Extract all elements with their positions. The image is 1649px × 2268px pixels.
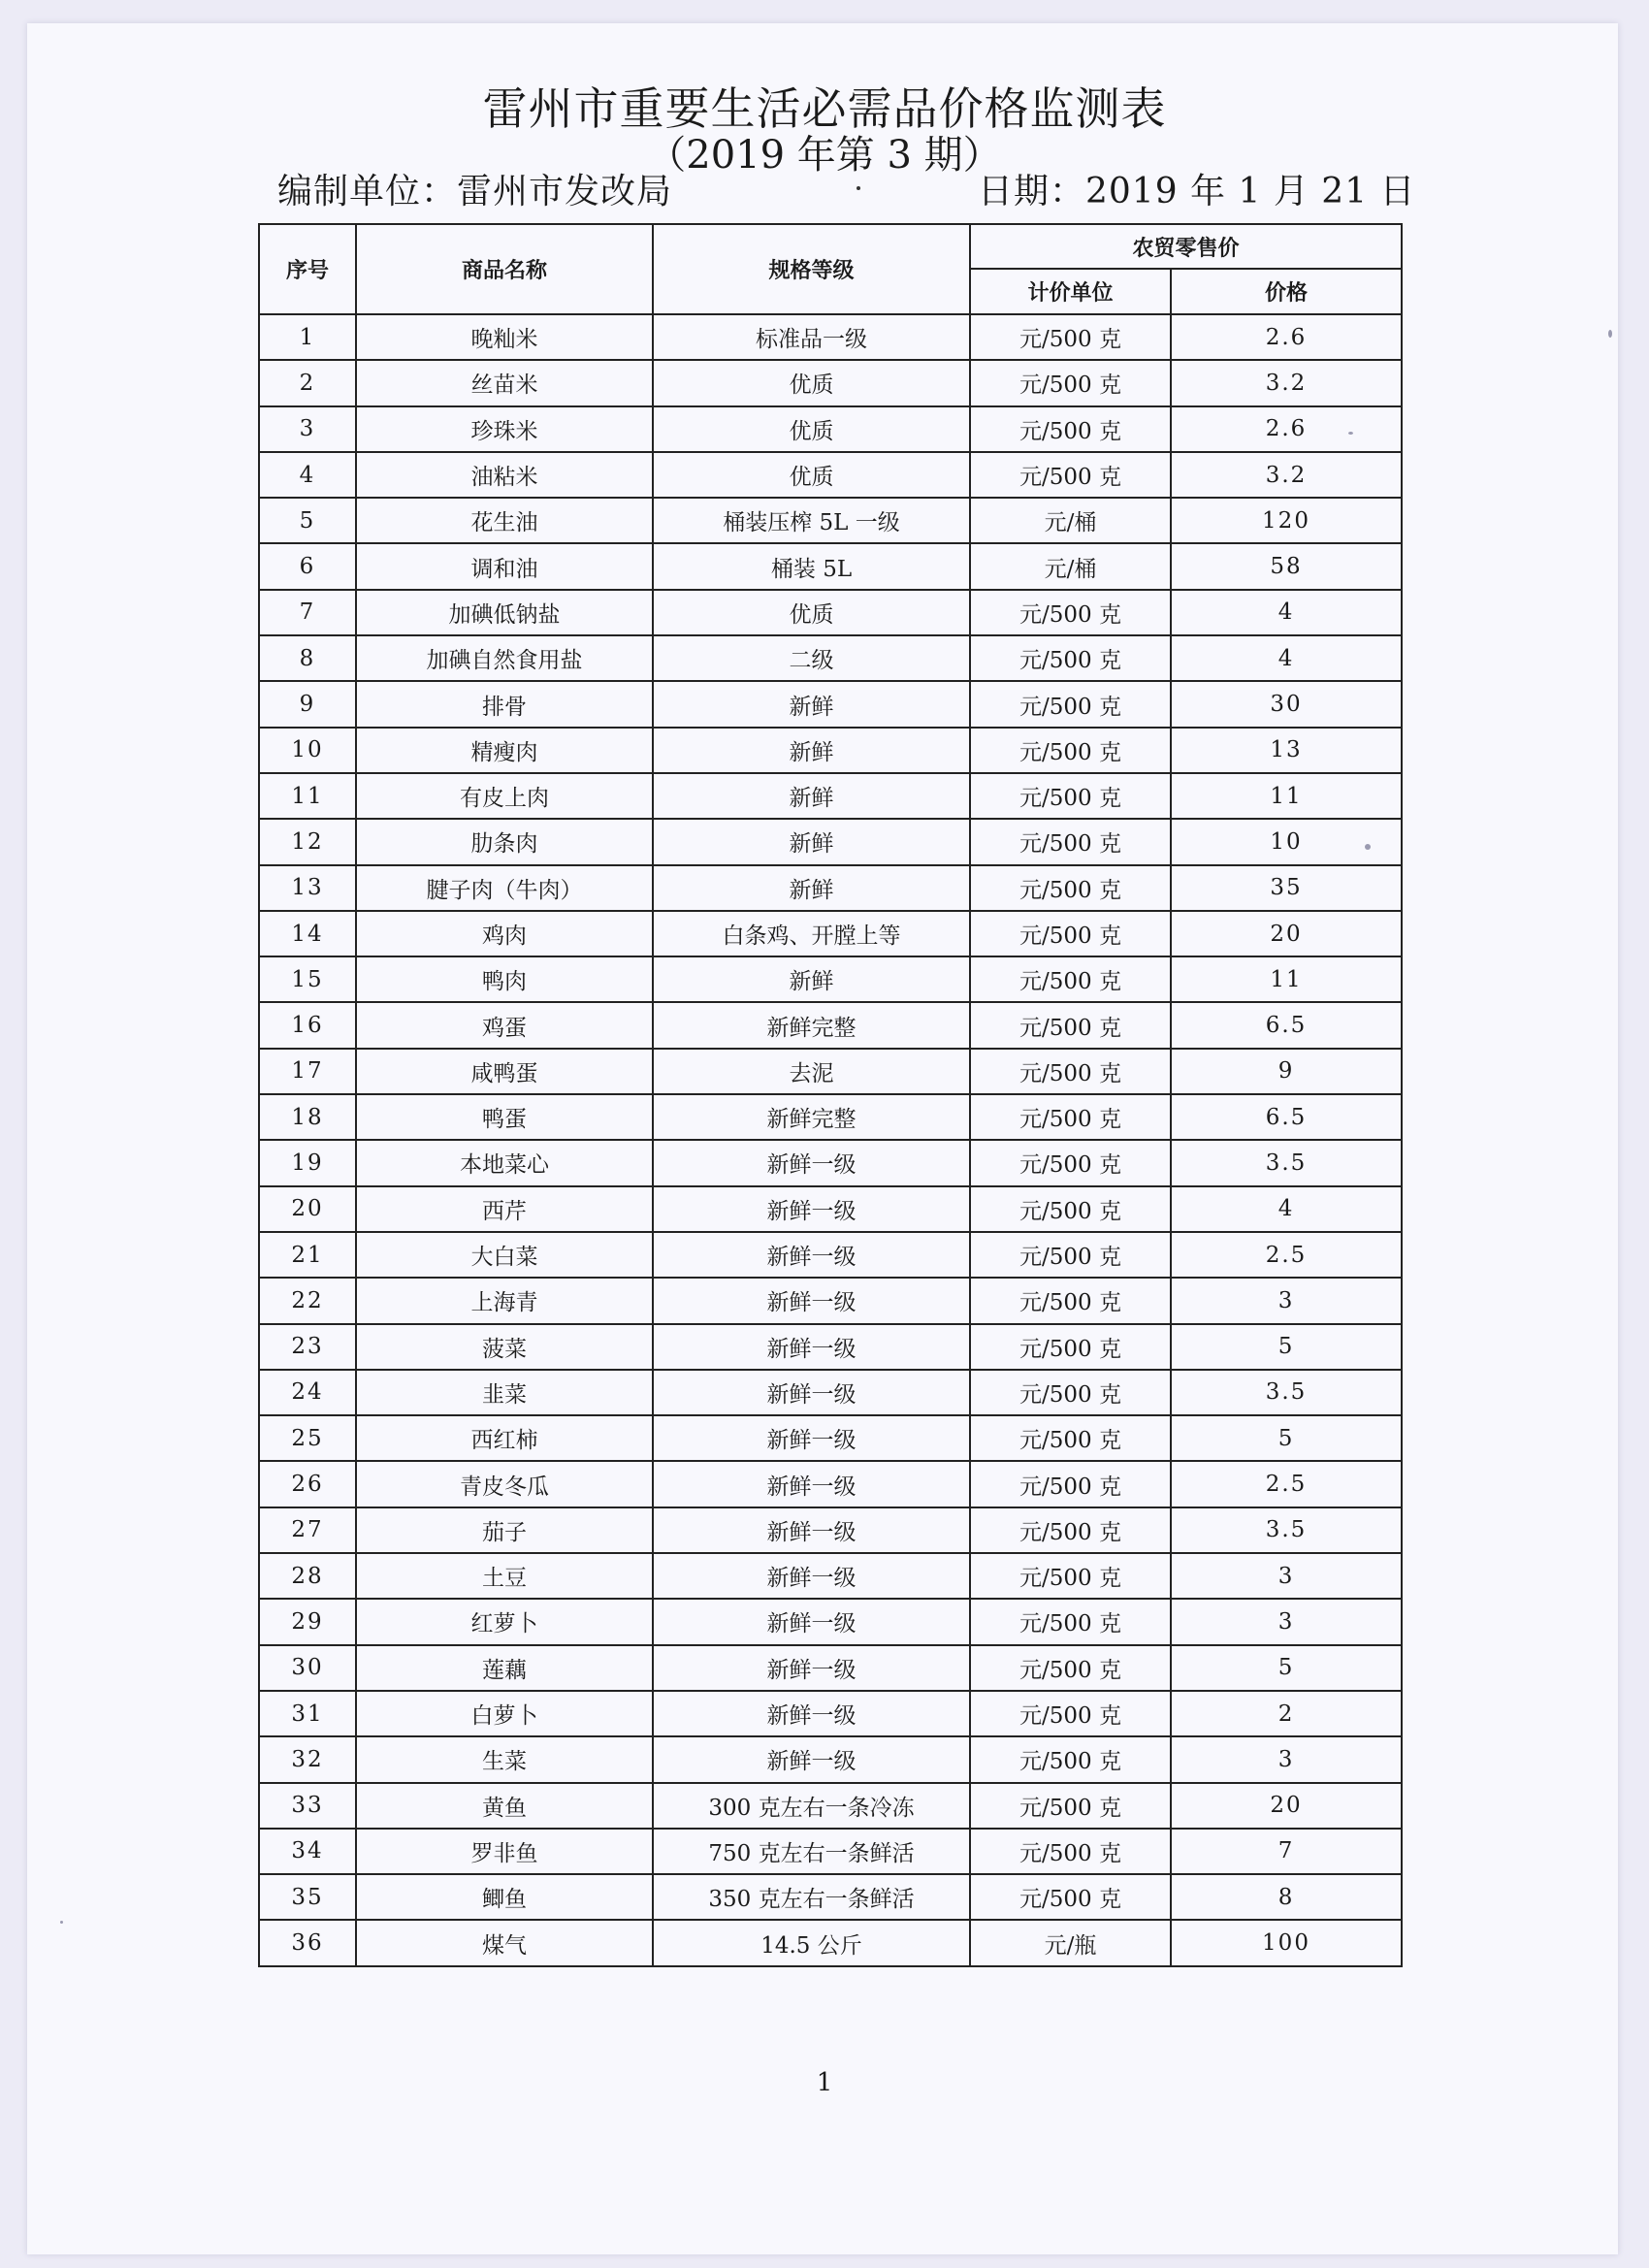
price-unit: 元/500 克 bbox=[970, 1599, 1171, 1644]
scan-speck bbox=[1348, 432, 1353, 435]
price-unit: 元/500 克 bbox=[970, 681, 1171, 727]
product-spec: 新鲜一级 bbox=[653, 1415, 970, 1461]
price-unit: 元/500 克 bbox=[970, 590, 1171, 635]
product-spec: 新鲜完整 bbox=[653, 1002, 970, 1048]
row-index: 33 bbox=[259, 1783, 356, 1829]
table-row bbox=[259, 1278, 1402, 1323]
price-unit: 元/500 克 bbox=[970, 1232, 1171, 1278]
table-row bbox=[259, 1415, 1402, 1461]
product-name: 黄鱼 bbox=[356, 1783, 653, 1829]
product-name: 鸭蛋 bbox=[356, 1094, 653, 1140]
product-spec: 新鲜一级 bbox=[653, 1186, 970, 1232]
product-name: 鲫鱼 bbox=[356, 1874, 653, 1920]
row-index: 3 bbox=[259, 406, 356, 452]
product-spec: 标准品一级 bbox=[653, 314, 970, 360]
table-row bbox=[259, 1461, 1402, 1507]
price-value: 11 bbox=[1171, 956, 1402, 1002]
table-row bbox=[259, 1186, 1402, 1232]
price-unit: 元/瓶 bbox=[970, 1920, 1171, 1965]
header-retail-group: 农贸零售价 bbox=[970, 224, 1402, 269]
page-number: 1 bbox=[816, 2068, 833, 2097]
product-spec: 新鲜一级 bbox=[653, 1140, 970, 1185]
row-index: 14 bbox=[259, 911, 356, 956]
table-row bbox=[259, 1691, 1402, 1736]
product-name: 红萝卜 bbox=[356, 1599, 653, 1644]
product-spec: 二级 bbox=[653, 635, 970, 681]
row-index: 1 bbox=[259, 314, 356, 360]
row-index: 27 bbox=[259, 1507, 356, 1553]
price-value: 3 bbox=[1171, 1599, 1402, 1644]
product-spec: 新鲜 bbox=[653, 819, 970, 864]
price-unit: 元/500 克 bbox=[970, 1002, 1171, 1048]
price-unit: 元/500 克 bbox=[970, 1507, 1171, 1553]
price-unit: 元/桶 bbox=[970, 498, 1171, 543]
price-unit: 元/500 克 bbox=[970, 956, 1171, 1002]
product-spec: 750 克左右一条鲜活 bbox=[653, 1829, 970, 1874]
product-name: 白萝卜 bbox=[356, 1691, 653, 1736]
price-unit: 元/500 克 bbox=[970, 1049, 1171, 1094]
price-unit: 元/500 克 bbox=[970, 1094, 1171, 1140]
table-body bbox=[259, 314, 1402, 1966]
header-unit: 计价单位 bbox=[970, 269, 1171, 314]
table-row bbox=[259, 773, 1402, 819]
price-unit: 元/500 克 bbox=[970, 1829, 1171, 1874]
row-index: 36 bbox=[259, 1920, 356, 1965]
price-value: 30 bbox=[1171, 681, 1402, 727]
product-spec: 新鲜 bbox=[653, 865, 970, 911]
table-row bbox=[259, 590, 1402, 635]
product-spec: 优质 bbox=[653, 360, 970, 405]
product-name: 鸡肉 bbox=[356, 911, 653, 956]
row-index: 32 bbox=[259, 1736, 356, 1782]
price-unit: 元/500 克 bbox=[970, 1461, 1171, 1507]
product-name: 肋条肉 bbox=[356, 819, 653, 864]
price-value: 3 bbox=[1171, 1736, 1402, 1782]
price-value: 35 bbox=[1171, 865, 1402, 911]
price-unit: 元/桶 bbox=[970, 543, 1171, 589]
price-value: 2.6 bbox=[1171, 406, 1402, 452]
price-value: 5 bbox=[1171, 1645, 1402, 1691]
price-unit: 元/500 克 bbox=[970, 728, 1171, 773]
product-name: 本地菜心 bbox=[356, 1140, 653, 1185]
scan-speck bbox=[60, 1921, 63, 1924]
product-spec: 新鲜一级 bbox=[653, 1736, 970, 1782]
product-spec: 新鲜 bbox=[653, 773, 970, 819]
price-unit: 元/500 克 bbox=[970, 1186, 1171, 1232]
document-title: 雷州市重要生活必需品价格监测表 bbox=[482, 82, 1167, 135]
table-row bbox=[259, 1645, 1402, 1691]
price-table bbox=[258, 223, 1403, 1967]
product-spec: 350 克左右一条鲜活 bbox=[653, 1874, 970, 1920]
row-index: 20 bbox=[259, 1186, 356, 1232]
row-index: 12 bbox=[259, 819, 356, 864]
table-row bbox=[259, 819, 1402, 864]
product-spec: 新鲜一级 bbox=[653, 1645, 970, 1691]
price-value: 2 bbox=[1171, 1691, 1402, 1736]
scan-speck bbox=[857, 186, 860, 190]
price-unit: 元/500 克 bbox=[970, 1324, 1171, 1370]
price-value: 120 bbox=[1171, 498, 1402, 543]
price-unit: 元/500 克 bbox=[970, 819, 1171, 864]
product-spec: 14.5 公斤 bbox=[653, 1920, 970, 1965]
product-name: 菠菜 bbox=[356, 1324, 653, 1370]
row-index: 7 bbox=[259, 590, 356, 635]
table-row bbox=[259, 1736, 1402, 1782]
price-value: 100 bbox=[1171, 1920, 1402, 1965]
price-value: 11 bbox=[1171, 773, 1402, 819]
product-name: 上海青 bbox=[356, 1278, 653, 1323]
product-name: 珍珠米 bbox=[356, 406, 653, 452]
product-name: 韭菜 bbox=[356, 1370, 653, 1415]
price-value: 4 bbox=[1171, 635, 1402, 681]
price-value: 58 bbox=[1171, 543, 1402, 589]
price-value: 20 bbox=[1171, 1783, 1402, 1829]
price-value: 3 bbox=[1171, 1278, 1402, 1323]
row-index: 16 bbox=[259, 1002, 356, 1048]
row-index: 5 bbox=[259, 498, 356, 543]
issue-number: （2019 年第 3 期） bbox=[647, 133, 1002, 178]
table-row bbox=[259, 865, 1402, 911]
product-spec: 新鲜 bbox=[653, 681, 970, 727]
product-name: 莲藕 bbox=[356, 1645, 653, 1691]
price-value: 10 bbox=[1171, 819, 1402, 864]
product-spec: 新鲜一级 bbox=[653, 1599, 970, 1644]
table-row bbox=[259, 1553, 1402, 1599]
row-index: 26 bbox=[259, 1461, 356, 1507]
row-index: 21 bbox=[259, 1232, 356, 1278]
product-name: 腱子肉（牛肉） bbox=[356, 865, 653, 911]
product-name: 罗非鱼 bbox=[356, 1829, 653, 1874]
product-name: 西红柿 bbox=[356, 1415, 653, 1461]
price-unit: 元/500 克 bbox=[970, 406, 1171, 452]
table-row bbox=[259, 1920, 1402, 1965]
product-spec: 新鲜 bbox=[653, 728, 970, 773]
row-index: 28 bbox=[259, 1553, 356, 1599]
product-spec: 新鲜一级 bbox=[653, 1507, 970, 1553]
product-spec: 白条鸡、开膛上等 bbox=[653, 911, 970, 956]
table-row bbox=[259, 1094, 1402, 1140]
product-name: 大白菜 bbox=[356, 1232, 653, 1278]
price-unit: 元/500 克 bbox=[970, 1370, 1171, 1415]
product-spec: 桶装压榨 5L 一级 bbox=[653, 498, 970, 543]
product-name: 有皮上肉 bbox=[356, 773, 653, 819]
product-spec: 新鲜一级 bbox=[653, 1461, 970, 1507]
row-index: 18 bbox=[259, 1094, 356, 1140]
row-index: 9 bbox=[259, 681, 356, 727]
row-index: 29 bbox=[259, 1599, 356, 1644]
table-row bbox=[259, 543, 1402, 589]
header-name: 商品名称 bbox=[356, 224, 653, 314]
price-unit: 元/500 克 bbox=[970, 1140, 1171, 1185]
product-name: 花生油 bbox=[356, 498, 653, 543]
table-row bbox=[259, 1324, 1402, 1370]
table-row bbox=[259, 1370, 1402, 1415]
price-unit: 元/500 克 bbox=[970, 314, 1171, 360]
price-unit: 元/500 克 bbox=[970, 1736, 1171, 1782]
table-row bbox=[259, 314, 1402, 360]
row-index: 17 bbox=[259, 1049, 356, 1094]
table-row bbox=[259, 911, 1402, 956]
price-value: 6.5 bbox=[1171, 1002, 1402, 1048]
product-spec: 新鲜 bbox=[653, 956, 970, 1002]
price-unit: 元/500 克 bbox=[970, 911, 1171, 956]
row-index: 6 bbox=[259, 543, 356, 589]
product-name: 生菜 bbox=[356, 1736, 653, 1782]
row-index: 15 bbox=[259, 956, 356, 1002]
product-spec: 新鲜一级 bbox=[653, 1370, 970, 1415]
header-index: 序号 bbox=[259, 224, 356, 314]
price-unit: 元/500 克 bbox=[970, 1553, 1171, 1599]
price-unit: 元/500 克 bbox=[970, 1278, 1171, 1323]
table-row bbox=[259, 1232, 1402, 1278]
table-row bbox=[259, 956, 1402, 1002]
product-name: 排骨 bbox=[356, 681, 653, 727]
product-name: 加碘自然食用盐 bbox=[356, 635, 653, 681]
table-row bbox=[259, 1507, 1402, 1553]
product-spec: 新鲜一级 bbox=[653, 1691, 970, 1736]
table-row bbox=[259, 1049, 1402, 1094]
product-name: 油粘米 bbox=[356, 452, 653, 498]
product-spec: 优质 bbox=[653, 590, 970, 635]
product-spec: 新鲜一级 bbox=[653, 1278, 970, 1323]
price-value: 8 bbox=[1171, 1874, 1402, 1920]
row-index: 11 bbox=[259, 773, 356, 819]
product-name: 咸鸭蛋 bbox=[356, 1049, 653, 1094]
price-value: 3.5 bbox=[1171, 1507, 1402, 1553]
table-row bbox=[259, 635, 1402, 681]
scan-speck bbox=[1608, 330, 1612, 338]
product-name: 鸭肉 bbox=[356, 956, 653, 1002]
row-index: 30 bbox=[259, 1645, 356, 1691]
product-name: 晚籼米 bbox=[356, 314, 653, 360]
price-value: 4 bbox=[1171, 1186, 1402, 1232]
price-value: 20 bbox=[1171, 911, 1402, 956]
price-unit: 元/500 克 bbox=[970, 360, 1171, 405]
header-spec: 规格等级 bbox=[653, 224, 970, 314]
price-unit: 元/500 克 bbox=[970, 1415, 1171, 1461]
price-unit: 元/500 克 bbox=[970, 1874, 1171, 1920]
price-value: 5 bbox=[1171, 1324, 1402, 1370]
table-row bbox=[259, 728, 1402, 773]
table-row bbox=[259, 1829, 1402, 1874]
product-name: 茄子 bbox=[356, 1507, 653, 1553]
price-value: 2.5 bbox=[1171, 1232, 1402, 1278]
row-index: 10 bbox=[259, 728, 356, 773]
row-index: 31 bbox=[259, 1691, 356, 1736]
row-index: 24 bbox=[259, 1370, 356, 1415]
price-unit: 元/500 克 bbox=[970, 1783, 1171, 1829]
price-value: 3.2 bbox=[1171, 360, 1402, 405]
table-row bbox=[259, 406, 1402, 452]
product-name: 精瘦肉 bbox=[356, 728, 653, 773]
row-index: 35 bbox=[259, 1874, 356, 1920]
product-spec: 新鲜一级 bbox=[653, 1324, 970, 1370]
document-date: 日期：2019 年 1 月 21 日 bbox=[978, 172, 1416, 211]
price-value: 3.2 bbox=[1171, 452, 1402, 498]
price-unit: 元/500 克 bbox=[970, 635, 1171, 681]
price-value: 3.5 bbox=[1171, 1140, 1402, 1185]
price-value: 5 bbox=[1171, 1415, 1402, 1461]
table-row bbox=[259, 1783, 1402, 1829]
product-name: 西芹 bbox=[356, 1186, 653, 1232]
table-row bbox=[259, 1599, 1402, 1644]
row-index: 23 bbox=[259, 1324, 356, 1370]
row-index: 2 bbox=[259, 360, 356, 405]
price-value: 6.5 bbox=[1171, 1094, 1402, 1140]
row-index: 25 bbox=[259, 1415, 356, 1461]
product-name: 鸡蛋 bbox=[356, 1002, 653, 1048]
product-name: 土豆 bbox=[356, 1553, 653, 1599]
row-index: 22 bbox=[259, 1278, 356, 1323]
price-value: 2.6 bbox=[1171, 314, 1402, 360]
price-unit: 元/500 克 bbox=[970, 1691, 1171, 1736]
price-value: 2.5 bbox=[1171, 1461, 1402, 1507]
table-row bbox=[259, 1140, 1402, 1185]
price-value: 7 bbox=[1171, 1829, 1402, 1874]
row-index: 8 bbox=[259, 635, 356, 681]
price-value: 3 bbox=[1171, 1553, 1402, 1599]
price-value: 3.5 bbox=[1171, 1370, 1402, 1415]
product-spec: 去泥 bbox=[653, 1049, 970, 1094]
compiler-unit: 编制单位：雷州市发改局 bbox=[277, 172, 673, 211]
table-row bbox=[259, 1874, 1402, 1920]
table-row bbox=[259, 1002, 1402, 1048]
product-name: 丝苗米 bbox=[356, 360, 653, 405]
scan-speck bbox=[1365, 844, 1371, 850]
row-index: 19 bbox=[259, 1140, 356, 1185]
table-row bbox=[259, 681, 1402, 727]
product-spec: 新鲜一级 bbox=[653, 1232, 970, 1278]
product-spec: 300 克左右一条冷冻 bbox=[653, 1783, 970, 1829]
table-row bbox=[259, 498, 1402, 543]
product-name: 调和油 bbox=[356, 543, 653, 589]
header-price: 价格 bbox=[1171, 269, 1402, 314]
price-value: 9 bbox=[1171, 1049, 1402, 1094]
product-spec: 新鲜一级 bbox=[653, 1553, 970, 1599]
table-row bbox=[259, 360, 1402, 405]
price-value: 13 bbox=[1171, 728, 1402, 773]
product-name: 煤气 bbox=[356, 1920, 653, 1965]
price-unit: 元/500 克 bbox=[970, 773, 1171, 819]
product-name: 青皮冬瓜 bbox=[356, 1461, 653, 1507]
product-spec: 优质 bbox=[653, 452, 970, 498]
row-index: 4 bbox=[259, 452, 356, 498]
price-unit: 元/500 克 bbox=[970, 1645, 1171, 1691]
table-row bbox=[259, 452, 1402, 498]
product-name: 加碘低钠盐 bbox=[356, 590, 653, 635]
product-spec: 桶装 5L bbox=[653, 543, 970, 589]
product-spec: 新鲜完整 bbox=[653, 1094, 970, 1140]
product-spec: 优质 bbox=[653, 406, 970, 452]
row-index: 34 bbox=[259, 1829, 356, 1874]
price-unit: 元/500 克 bbox=[970, 452, 1171, 498]
price-value: 4 bbox=[1171, 590, 1402, 635]
price-unit: 元/500 克 bbox=[970, 865, 1171, 911]
row-index: 13 bbox=[259, 865, 356, 911]
